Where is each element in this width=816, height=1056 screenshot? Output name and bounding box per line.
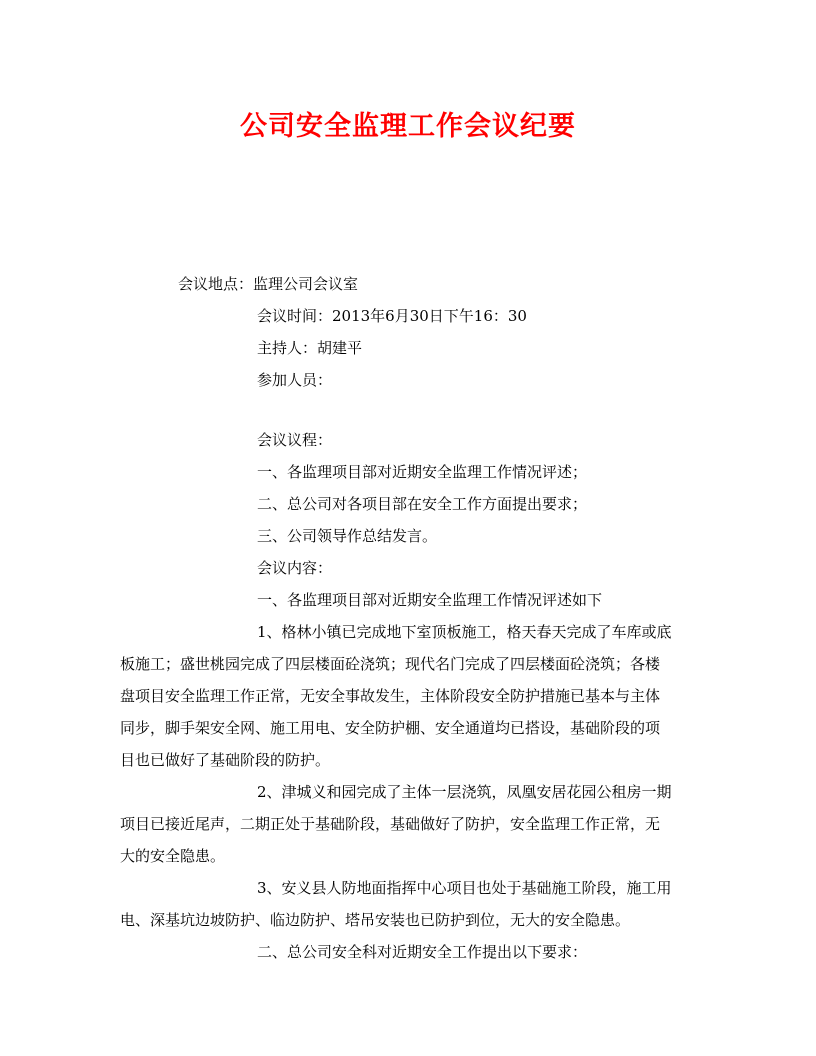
meeting-location: 会议地点：监理公司会议室: [178, 275, 359, 293]
section-2-heading: 二、总公司安全科对近期安全工作提出以下要求：: [257, 943, 588, 961]
agenda-heading: 会议议程：: [257, 431, 333, 449]
para-2-line-1: 2、津城义和园完成了主体一层浇筑，凤凰安居花园公租房一期: [257, 783, 672, 801]
meeting-time: 会议时间：2013年6月30日下午16：30: [257, 307, 527, 325]
para-1-line-5: 目也已做好了基础阶段的防护。: [120, 751, 331, 769]
section-1-heading: 一、各监理项目部对近期安全监理工作情况评述如下: [257, 591, 603, 609]
para-3-line-1: 3、安义县人防地面指挥中心项目也处于基础施工阶段，施工用: [257, 879, 672, 897]
content-heading: 会议内容：: [257, 559, 333, 577]
document-title: 公司安全监理工作会议纪要: [240, 111, 576, 142]
para-1-line-3: 盘项目安全监理工作正常，无安全事故发生，主体阶段安全防护措施已基本与主体: [120, 687, 661, 705]
para-2-line-3: 大的安全隐患。: [120, 847, 226, 865]
meeting-host: 主持人：胡建平: [257, 339, 363, 357]
para-1-line-2: 板施工；盛世桃园完成了四层楼面砼浇筑；现代名门完成了四层楼面砼浇筑；各楼: [120, 655, 661, 673]
agenda-item-3: 三、公司领导作总结发言。: [257, 527, 438, 545]
para-1-line-1: 1、格林小镇已完成地下室顶板施工，格天春天完成了车库或底: [257, 623, 672, 641]
agenda-item-2: 二、总公司对各项目部在安全工作方面提出要求；: [257, 495, 588, 513]
meeting-attendees: 参加人员：: [257, 371, 333, 389]
para-3-line-2: 电、深基坑边坡防护、临边防护、塔吊安装也已防护到位，无大的安全隐患。: [120, 911, 631, 929]
para-2-line-2: 项目已接近尾声，二期正处于基础阶段，基础做好了防护，安全监理工作正常，无: [120, 815, 661, 833]
para-1-line-4: 同步，脚手架安全网、施工用电、安全防护棚、安全通道均已搭设，基础阶段的项: [120, 719, 661, 737]
agenda-item-1: 一、各监理项目部对近期安全监理工作情况评述；: [257, 463, 588, 481]
